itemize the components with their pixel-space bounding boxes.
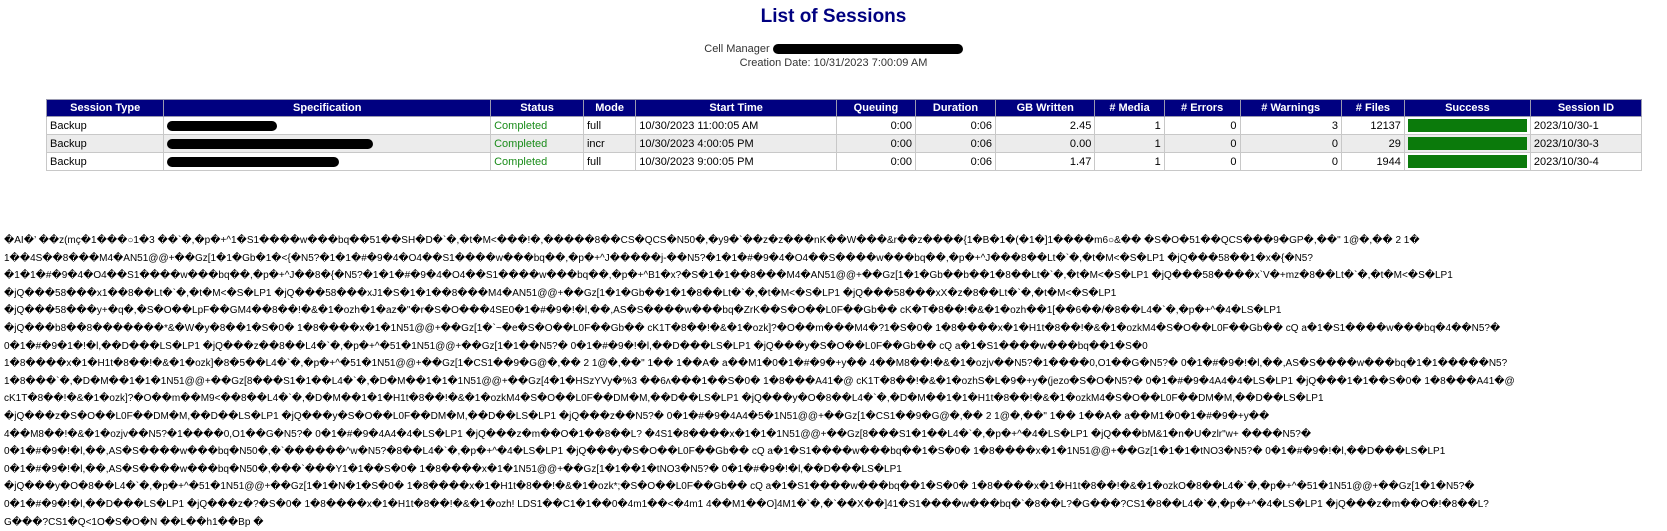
cell-success: [1404, 135, 1530, 153]
cell-session-id[interactable]: 2023/10/30-4: [1530, 153, 1641, 171]
cell-success: [1404, 153, 1530, 171]
garbled-text-block: [4, 232, 1664, 531]
cell-duration: 0:06: [915, 117, 995, 135]
garbled-line: �1�1�#�9�4�O4��S1����w���bq��,�p�+^J��8�{�N5?�1�1�#�9�4�O4��S1����w���bq��,�p�+^B1�x?�S�1�1��8���M4�AN51@@+��Gz[1�1�Gb��b��1�8��Lt�`�,�t�M<�S�LP1 �jQ���58����x`V�+mz�8��Lt�`�,�t�M<�S�LP1: [4, 267, 1664, 285]
cell-session-type: Backup: [47, 117, 164, 135]
garbled-line: 4��M8��!�&�1�ozjv��N5?�1����0,O1��G�N5?� 0�1�#�9�4A4�4�LS�LP1 �jQ���z�m��O�1��8��L? �4S1�8����x�1�1�1N51@@+��Gz[8���S1�1��L4�`�,�p�+^�4�LS�LP1 �jQ���bM&1�n�U�zlr"w+ ����N5?�: [4, 426, 1664, 444]
garbled-line: cK1T�8��!�&�1�ozk]?�O��m��M9<��8��L4�`�,�D�M��1�1�H1t�8��!�&�1�ozkM4�S�O��L0F��DM�M,��D��LS�LP1 �jQ���y�O�8��L4�`�,�D�M��1�1�H1t�8��!�&�1�ozkM4�S�O��L0F��DM�M,��D��LS�LP1: [4, 390, 1664, 408]
cell-duration: 0:06: [915, 153, 995, 171]
cell-errors: 0: [1164, 135, 1240, 153]
col-status[interactable]: Status: [491, 100, 584, 117]
cell-gb-written: 2.45: [996, 117, 1095, 135]
col-mode[interactable]: Mode: [583, 100, 635, 117]
garbled-line: �AI�’ ��z(mç�1���○1�3 ��`�,�p�+^1�S1����w���bq��51��SH�D�`�,�t�M<���!�,�����8��CS�QCS�N50�,�y9�`��z�z���nK��W���&r��z����{1�B�1�(�1�]1����m6○&�� �S�O�51��QCS���9�GP�,��" 1@�,�� 2 1�: [4, 232, 1664, 250]
creation-date: Creation Date: 10/31/2023 7:00:09 AM: [0, 57, 1667, 69]
sessions-table: [46, 99, 1642, 171]
cell-specification: [164, 117, 491, 135]
cell-queuing: 0:00: [836, 135, 915, 153]
cell-status: Completed: [491, 153, 584, 171]
cell-media: 1: [1095, 117, 1164, 135]
table-header-row: [47, 100, 1642, 117]
garbled-line: �jQ���58���x1��8��Lt�`�,�t�M<�S�LP1 �jQ���58���xJ1�S�1�1��8���M4�AN51@@+��Gz[1�1�Gb��1�1�8��Lt�`�,�t�M<�S�LP1 �jQ���58���xX�z�8��Lt�`�,�t�M<�S�LP1: [4, 285, 1664, 303]
cell-specification: [164, 135, 491, 153]
cell-files: 29: [1341, 135, 1404, 153]
cell-queuing: 0:00: [836, 117, 915, 135]
cell-manager-redaction: [773, 44, 963, 54]
page-title: List of Sessions: [0, 6, 1667, 28]
specification-redaction: [167, 157, 339, 167]
cell-duration: 0:06: [915, 135, 995, 153]
cell-manager-line: [0, 43, 1667, 55]
cell-warnings: 0: [1240, 153, 1341, 171]
garbled-line: �jQ���b8��8�������*&�W�y�8��1�S�0� 1�8����x�1�1N51@@+��Gz[1�`~�e�S�O��L0F��Gb�� cK1T�8��!�&�1�ozk]?�O��m���M4�?1�S�0� 1�8����x�1�H1t�8��!�&�1�ozkM4�S�O��L0F��Gb�� cQ a�1�S1����w���bq�4��N5?�: [4, 320, 1664, 338]
cell-mode: full: [583, 117, 635, 135]
table-row[interactable]: [47, 117, 1642, 135]
garbled-line: G���?CS1�Q<1O�S�O�N ��L��h1��Bp �: [4, 514, 1664, 531]
table-row[interactable]: [47, 135, 1642, 153]
specification-redaction: [167, 139, 373, 149]
cell-errors: 0: [1164, 117, 1240, 135]
garbled-line: 1�8���`�,�D�M��1�1�1N51@@+��Gz[8���S1�1��L4�`�,�D�M��1�1�1N51@@+��Gz[4�1�HSzYVy�%3 ��6ʌ���1��S�0� 1�8���A41�@ cK1T�8��!�&�1�ozhS�L�9�+y�(jezo�S�O�N5?� 0�1�#�9�4A4�4�LS�LP1 �jQ���1�1��S�0� 1�8���A41�@: [4, 373, 1664, 391]
col-session-id[interactable]: Session ID: [1530, 100, 1641, 117]
garbled-line: 1��4S��8���M4�AN51@@+��Gz[1�1�Gb�1�<{�N5?�1�1�#�9�4�O4��S1����w���bq��,�p�+^J�����j-��N5?�1�1�#�9�4�O4��S����w���bq��,�p�+^J���8��Lt�`�,�t�M<�S�LP1 �jQ���58��1�x�{�N5?: [4, 250, 1664, 268]
col-warnings[interactable]: # Warnings: [1240, 100, 1341, 117]
cell-start-time: 10/30/2023 11:00:05 AM: [636, 117, 837, 135]
col-files[interactable]: # Files: [1341, 100, 1404, 117]
cell-warnings: 0: [1240, 135, 1341, 153]
col-gb-written[interactable]: GB Written: [996, 100, 1095, 117]
success-bar: [1408, 119, 1527, 132]
garbled-line: �jQ���y�O�8��L4�`�,�p�+^�51�1N51@@+��Gz[1�1�N�1�S�0� 1�8����x�1�H1t�8��!�&�1�ozk*;�S�O��L0F��Gb�� cQ a�1�S1����w���bq��1�S�0� 1�8����x�1�H1t�8��!�&�1�ozkO�8��L4�`�,�p�+^�51�1N51@@+��Gz[1�1�N5?�: [4, 478, 1664, 496]
col-start-time[interactable]: Start Time: [636, 100, 837, 117]
cell-session-type: Backup: [47, 153, 164, 171]
cell-start-time: 10/30/2023 4:00:05 PM: [636, 135, 837, 153]
cell-files: 1944: [1341, 153, 1404, 171]
col-duration[interactable]: Duration: [915, 100, 995, 117]
cell-queuing: 0:00: [836, 153, 915, 171]
col-queuing[interactable]: Queuing: [836, 100, 915, 117]
cell-files: 12137: [1341, 117, 1404, 135]
garbled-line: �jQ���58���y+�q�,�S�O��LpF��GM4��8��!�&�1�ozh�1�az�"�r�S�O���4SE0�1�#�9�!�l,��,AS�S����w���bq�ZrK��S�O��L0F��Gb�� cK�T�8��!�&�1�ozh��1[��6��/�8��L4�`�,�p�+^�4�LS�LP1: [4, 302, 1664, 320]
cell-errors: 0: [1164, 153, 1240, 171]
col-session-type[interactable]: Session Type: [47, 100, 164, 117]
col-media[interactable]: # Media: [1095, 100, 1164, 117]
cell-session-id[interactable]: 2023/10/30-1: [1530, 117, 1641, 135]
col-errors[interactable]: # Errors: [1164, 100, 1240, 117]
success-bar: [1408, 155, 1527, 168]
cell-status: Completed: [491, 135, 584, 153]
table-row[interactable]: [47, 153, 1642, 171]
garbled-line: 0�1�#�9�!�l,��D���LS�LP1 �jQ���z�?�S�0� 1�8����x�1�H1t�8��!�&�1�ozh! LDS1��C1�1��0�4m1��<�4m1 4��M1��O]4M1�`�,�`��X��]41�S1����w���bq�`�8��L?�G���?CS1�8��L4�`�,�p�+^�4�LS�LP1 �jQ���z�m��O�!�8��L?: [4, 496, 1664, 514]
cell-media: 1: [1095, 153, 1164, 171]
garbled-line: 0�1�#�9�!�l,��,AS�S����w���bq�N50�,�`������^w�N5?�8��L4�`�,�p�+^�4�LS�LP1 �jQ���y�S�O��L0F��Gb�� cQ a�1�S1����w���bq��1�S�0� 1�8����x�1�1N51@@+��Gz[1�1�1�tNO3�N5?� 0�1�#�9�!�l,��D���LS�LP1: [4, 443, 1664, 461]
garbled-line: 0�1�#�9�!�l,��,AS�S����w���bq�N50�,���`���Y1�1��S�0� 1�8����x�1�1N51@@+��Gz[1�1��1�tNO3�N5?� 0�1�#�9�!�l,��D���LS�LP1: [4, 461, 1664, 479]
cell-warnings: 3: [1240, 117, 1341, 135]
garbled-line: 1�8����x�1�H1t�8��!�&�1�ozk]�8�5��L4�`�,�p�+^�51�1N51@@+��Gz[1�CS1��9�G@�,�� 2 1@�,��" 1�� 1��A� a��M1�0�1�#�9�+y�� 4��M8��!�&�1�ozjv��N5?�1����0,O1��G�N5?� 0�1�#�9�!�l,��,AS�S����w���bq�1�1�����N5?: [4, 355, 1664, 373]
cell-start-time: 10/30/2023 9:00:05 PM: [636, 153, 837, 171]
cell-manager-label: Cell Manager: [704, 43, 769, 55]
col-specification[interactable]: Specification: [164, 100, 491, 117]
cell-mode: full: [583, 153, 635, 171]
cell-media: 1: [1095, 135, 1164, 153]
cell-status: Completed: [491, 117, 584, 135]
cell-success: [1404, 117, 1530, 135]
col-success[interactable]: Success: [1404, 100, 1530, 117]
cell-session-type: Backup: [47, 135, 164, 153]
garbled-line: 0�1�#�9�1�!�l,��D���LS�LP1 �jQ���z��8��L4�`�,�p�+^�51�1N51@@+��Gz[1�1��N5?� 0�1�#�9�!�l,��D���LS�LP1 �jQ���y�S�O��L0F��Gb�� cQ a�1�S1����w���bq��1�S�0: [4, 338, 1664, 356]
cell-specification: [164, 153, 491, 171]
success-bar: [1408, 137, 1527, 150]
cell-session-id[interactable]: 2023/10/30-3: [1530, 135, 1641, 153]
cell-gb-written: 0.00: [996, 135, 1095, 153]
cell-mode: incr: [583, 135, 635, 153]
specification-redaction: [167, 121, 277, 131]
cell-gb-written: 1.47: [996, 153, 1095, 171]
garbled-line: �jQ���z�S�O��L0F��DM�M,��D��LS�LP1 �jQ���y�S�O��L0F��DM�M,��D��LS�LP1 �jQ���z��N5?� 0�1�#�9�4A4�5�1N51@@+��Gz[1�CS1��9�G@�,�� 2 1@�,��" 1�� 1��A� a��M1�0�1�#�9�+y��: [4, 408, 1664, 426]
